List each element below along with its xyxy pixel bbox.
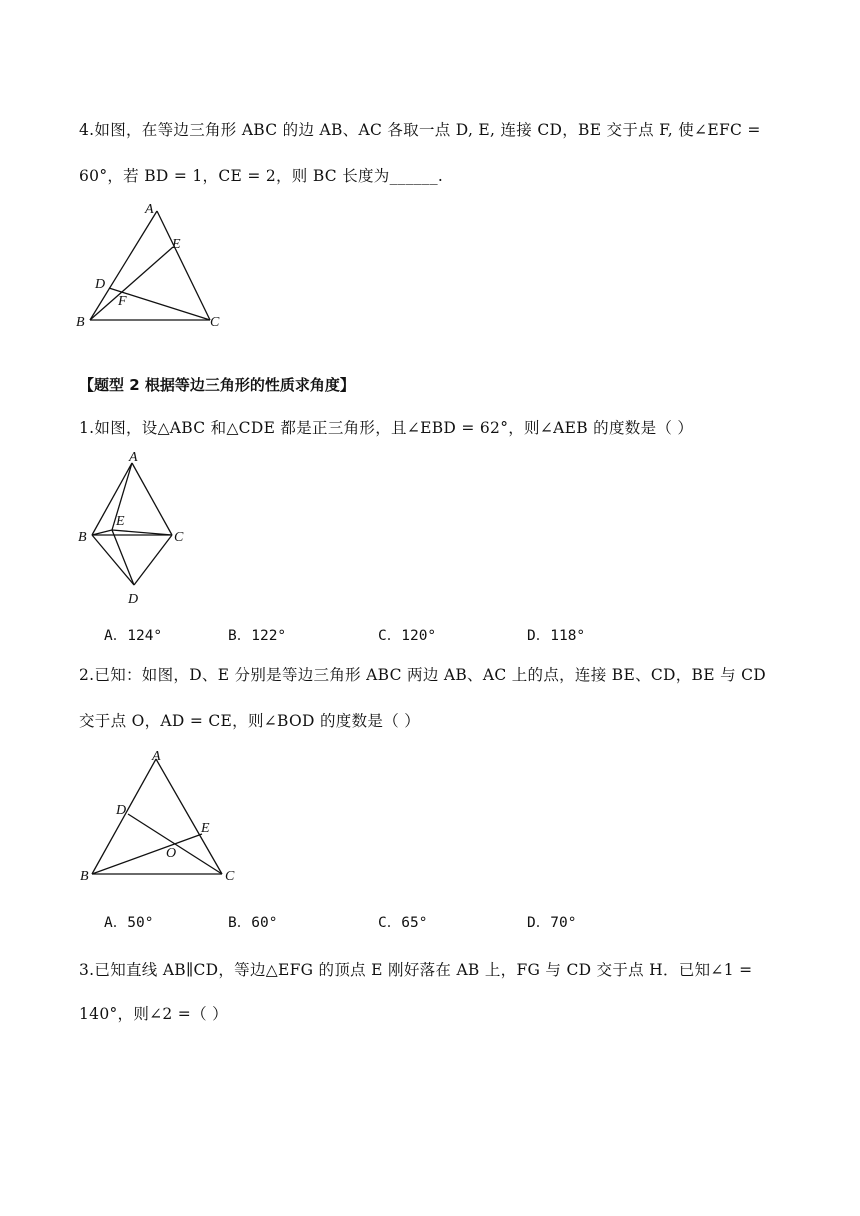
label-B: B [80, 869, 89, 884]
edge-AB [92, 463, 132, 535]
question-2-option-c: C．65° [378, 915, 428, 931]
label-A: A [145, 202, 154, 217]
question-4-figure [70, 195, 240, 335]
label-F: F [118, 294, 127, 309]
question-4-text-line1: 4.如图，在等边三角形 ABC 的边 AB、AC 各取一点 D, E, 连接 CD，BE 交于点 F, 使∠EFC = [79, 121, 761, 139]
label-C: C [174, 530, 184, 545]
label-D: D [128, 592, 139, 607]
label-E: E [201, 821, 210, 836]
label-E: E [172, 237, 181, 252]
label-A: A [152, 749, 161, 764]
label-D: D [116, 803, 127, 818]
question-3-text-line1: 3.已知直线 AB∥CD，等边△EFG 的顶点 E 刚好落在 AB 上，FG 与 CD 交于点 H．已知∠1 = [79, 961, 753, 979]
question-1-option-d: D．118° [527, 628, 586, 644]
label-C: C [225, 869, 235, 884]
edge-AC [157, 211, 210, 320]
label-O: O [166, 846, 177, 861]
edge-CD [134, 535, 172, 585]
label-A: A [129, 450, 138, 465]
question-2-figure [72, 744, 247, 889]
edge-BD [92, 535, 134, 585]
segment-BE [92, 834, 202, 874]
question-2-text-line1: 2.已知：如图，D、E 分别是等边三角形 ABC 两边 AB、AC 上的点，连接 BE、CD，BE 与 CD [79, 666, 767, 684]
segment-DE [112, 530, 134, 585]
question-1-figure [72, 445, 202, 610]
question-4-text-line2: 60°，若 BD = 1，CE = 2，则 BC 长度为______. [79, 167, 444, 185]
label-C: C [210, 315, 220, 330]
label-B: B [78, 530, 87, 545]
question-2-option-d: D．70° [527, 915, 577, 931]
label-B: B [76, 315, 85, 330]
question-2-option-a: A．50° [104, 915, 154, 931]
question-2-text-line2: 交于点 O，AD = CE，则∠BOD 的度数是（ ） [79, 712, 421, 730]
question-1-option-a: A．124° [104, 628, 163, 644]
segment-CE [112, 530, 172, 535]
question-1-text: 1.如图，设△ABC 和△CDE 都是正三角形，且∠EBD = 62°，则∠AEB 的度数是（ ） [79, 419, 694, 437]
question-3-text-line2: 140°，则∠2 =（ ） [79, 1005, 228, 1023]
question-2-option-b: B．60° [228, 915, 278, 931]
label-D: D [95, 277, 106, 292]
question-1-option-b: B．122° [228, 628, 287, 644]
question-1-option-c: C．120° [378, 628, 437, 644]
edge-AC [132, 463, 172, 535]
label-E: E [116, 514, 125, 529]
section-heading: 【题型 2 根据等边三角形的性质求角度】 [79, 376, 355, 394]
